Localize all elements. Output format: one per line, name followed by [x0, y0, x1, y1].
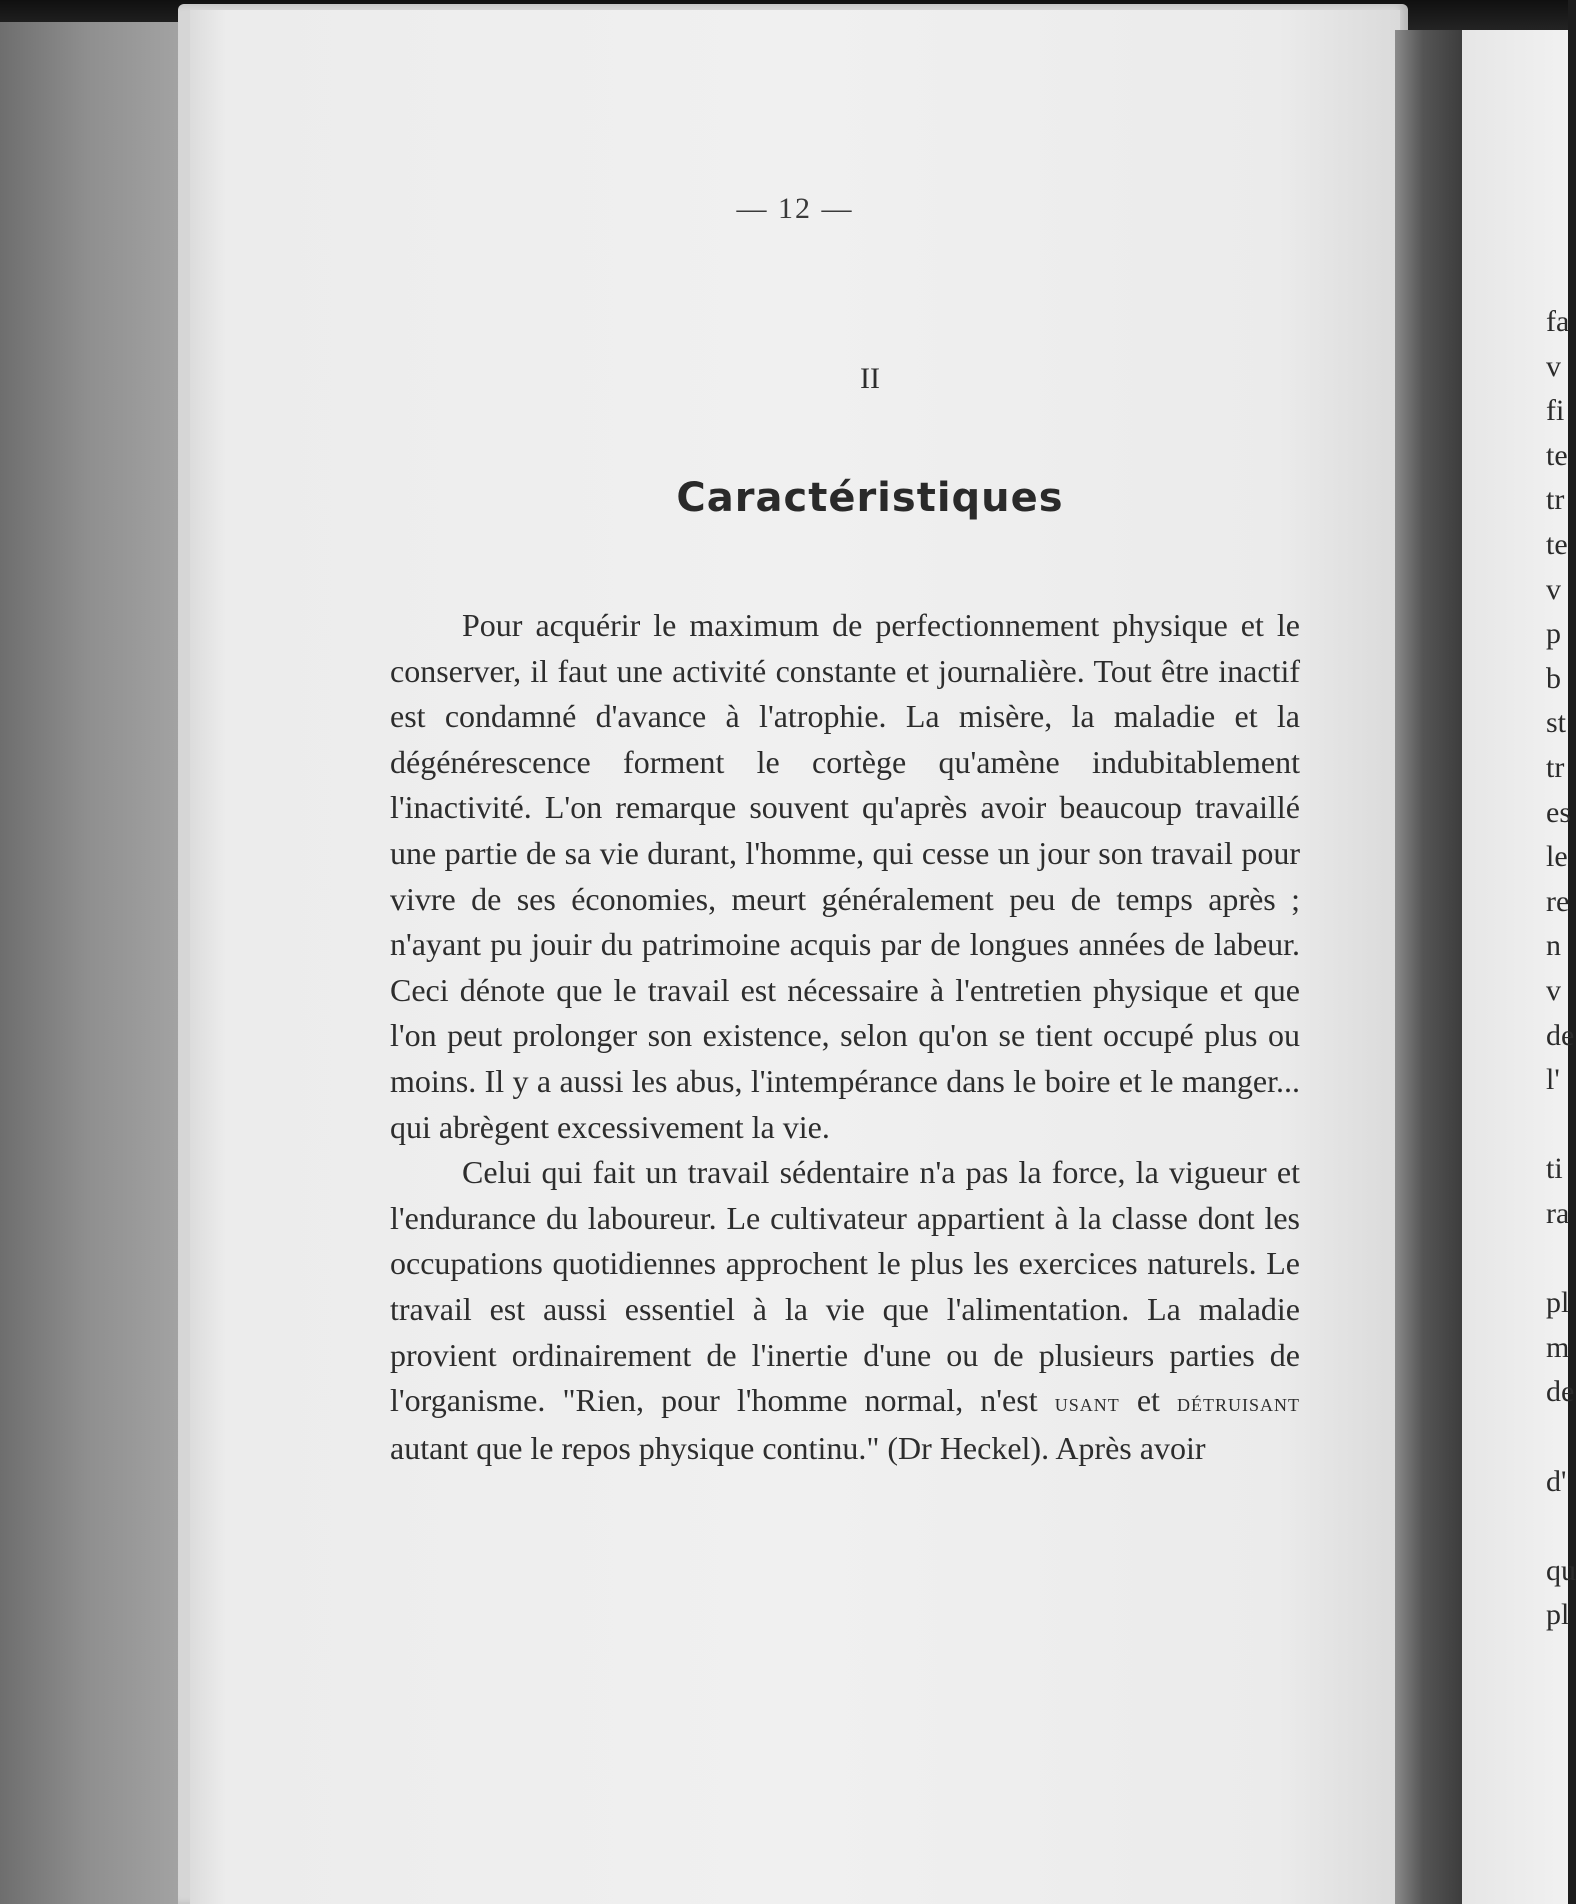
- paragraph-2-text-b: et: [1119, 1382, 1178, 1419]
- section-title: Caractéristiques: [676, 475, 1064, 521]
- facing-page-fragment: st: [1546, 706, 1567, 740]
- facing-page-fragment: tr: [1546, 751, 1565, 784]
- facing-page-fragment: tr: [1546, 483, 1565, 517]
- facing-page-fragment: v: [1546, 572, 1561, 606]
- facing-page-fragment: l': [1546, 1063, 1560, 1097]
- paragraph-2-text-a: Celui qui fait un travail sédentaire n'a pas la force, la vigueur et l'endurance du laboureur. Le cultivateur appartient à la classe dont les occupations quotidiennes approchent le plus les exercices naturels. Le travail est aussi essentiel à la vie que l'alimentation. La maladie provient ordinairement de l'inertie d'une ou de plusieurs parties de l'organisme. "Rien, pour l'homme normal, n'est: [390, 1154, 1300, 1419]
- facing-page-fragment: fa: [1546, 305, 1570, 338]
- facing-page-fragment: v: [1546, 974, 1561, 1007]
- paragraph-2: [390, 1150, 1300, 1471]
- facing-page-fragment: p: [1546, 617, 1561, 651]
- facing-page-fragment: es: [1546, 795, 1571, 829]
- small-caps-detruisant: détruisant: [1177, 1388, 1301, 1418]
- facing-page-fragment: v: [1546, 349, 1561, 383]
- facing-page-fragment: re: [1546, 884, 1570, 918]
- facing-page-fragment: pl: [1546, 1286, 1570, 1320]
- facing-page-fragment: te: [1546, 528, 1568, 561]
- book-page: [190, 10, 1400, 1904]
- facing-page-fragment: ti: [1546, 1152, 1563, 1186]
- facing-page-fragment: de: [1546, 1018, 1575, 1052]
- paragraph-2-text-c: autant que le repos physique continu." (Dr Heckel). Après avoir: [390, 1429, 1206, 1466]
- small-caps-usant: usant: [1054, 1388, 1120, 1418]
- facing-page-fragment: pl: [1546, 1598, 1570, 1632]
- facing-page-fragment: ra: [1546, 1197, 1570, 1230]
- facing-page-fragment: fi: [1546, 394, 1565, 428]
- section-number: II: [860, 362, 880, 395]
- page-number: — 12 —: [736, 192, 854, 225]
- paragraph-1: Pour acquérir le maximum de perfectionnement physique et le conserver, il faut une activité constante et journalière. Tout être inactif est condamné d'avance à l'atrophie. La misère, la maladie et la dégénérescence forment le cortège qu'amène indubitablement l'inactivité. L'on remarque souvent qu'après avoir beaucoup travaillé une partie de sa vie durant, l'homme, qui cesse un jour son travail pour vivre de ses économies, meurt généralement peu de temps après ; n'ayant pu jouir du patrimoine acquis par de longues années de labeur. Ceci dénote que le travail est nécessaire à l'entretien physique et que l'on peut prolonger son existence, selon qu'on se tient occupé plus ou moins. Il y a aussi les abus, l'intempérance dans le boire et le manger... qui abrègent excessivement la vie.: [390, 607, 1300, 1145]
- facing-page-fragment: qu: [1546, 1553, 1576, 1587]
- book-gutter: [1395, 30, 1465, 1904]
- facing-page-fragment: te: [1546, 438, 1568, 472]
- facing-page-fragment: le: [1546, 840, 1568, 874]
- facing-page-fragment: d': [1546, 1464, 1567, 1498]
- facing-page-fragment: b: [1546, 661, 1561, 695]
- body-text: [390, 603, 1300, 1471]
- facing-page-fragment: n: [1546, 929, 1561, 963]
- facing-page-fragment: de: [1546, 1375, 1575, 1409]
- facing-page-fragment: m: [1546, 1330, 1570, 1364]
- facing-page: [1462, 30, 1576, 1904]
